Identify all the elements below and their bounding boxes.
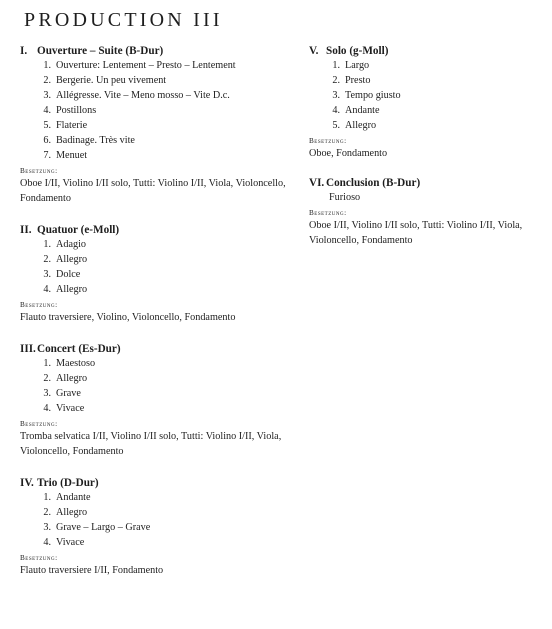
movement-item	[40, 237, 288, 252]
movement-title: Allegro	[345, 120, 377, 131]
movement-number: 4.	[43, 284, 51, 295]
movement-number: 5.	[43, 120, 51, 131]
movement-title: Largo	[345, 60, 370, 71]
movement-item	[329, 103, 545, 118]
movement-item	[40, 252, 288, 267]
work-number: VI.	[309, 177, 325, 189]
movement-title: Bergerie. Un peu vivement	[56, 75, 167, 86]
besetzung-text: Flauto traversiere, Violino, Violoncello, Fondamento	[20, 312, 236, 323]
work-number: IV.	[20, 477, 34, 489]
movement-item	[329, 88, 545, 103]
page-title: PRODUCTION III	[24, 9, 223, 31]
besetzung-label: Besetzung:	[20, 554, 58, 562]
movement-title: Allegro	[56, 373, 88, 384]
movement-item	[40, 73, 288, 88]
movement-item	[329, 58, 545, 73]
work-heading	[20, 342, 288, 356]
movement-number: 1.	[332, 60, 340, 71]
movement-title: Allégresse. Vite – Meno mosso – Vite D.c.	[56, 90, 230, 101]
movement-list	[309, 58, 545, 133]
movement-number: 3.	[43, 90, 51, 101]
besetzung-label: Besetzung:	[20, 420, 58, 428]
movement-item	[329, 118, 545, 133]
movement-list	[20, 237, 288, 297]
movement-title: Adagio	[56, 239, 86, 250]
movement-title: Ouverture: Lentement – Presto – Lentement	[56, 60, 236, 71]
movement-item	[40, 535, 288, 550]
movement-title: Allegro	[56, 254, 88, 265]
movement-title: Tempo giusto	[345, 90, 401, 101]
movement-item	[40, 282, 288, 297]
movement-item	[40, 58, 288, 73]
movement-title: Menuet	[56, 150, 88, 161]
movement-number: 4.	[332, 105, 340, 116]
movement-item	[40, 386, 288, 401]
section-gap	[20, 325, 288, 342]
besetzung-text: Oboe, Fondamento	[309, 148, 388, 159]
work-section	[20, 476, 288, 578]
work-title: Quatuor (e-Moll)	[37, 224, 120, 236]
movement-list	[20, 58, 288, 163]
work-section	[20, 44, 288, 206]
besetzung-label: Besetzung:	[309, 209, 347, 217]
besetzung-text: Oboe I/II, Violino I/II solo, Tutti: Violino I/II, Viola, Violoncello, Fondamento	[20, 178, 286, 204]
work-heading	[20, 476, 288, 490]
movement-title: Badinage. Très vite	[56, 135, 135, 146]
section-gap	[20, 206, 288, 223]
work-section	[309, 176, 545, 248]
left-column	[20, 44, 288, 578]
movement-title: Grave	[56, 388, 81, 399]
movement-number: 2.	[43, 75, 51, 86]
besetzung-text: Oboe I/II, Violino I/II solo, Tutti: Violino I/II, Viola, Violoncello, Fondamento	[309, 220, 523, 246]
movement-item	[40, 148, 288, 163]
movement-title: Andante	[56, 492, 91, 503]
besetzung-label: Besetzung:	[309, 137, 347, 145]
movement-item	[40, 401, 288, 416]
movement-list	[20, 356, 288, 416]
movement-number: 1.	[43, 239, 51, 250]
movement-number: 4.	[43, 403, 51, 414]
movement-title: Vivace	[56, 403, 85, 414]
work-heading	[309, 44, 545, 58]
work-section	[20, 223, 288, 325]
work-number: III.	[20, 343, 36, 355]
work-section	[20, 342, 288, 459]
movement-number: 1.	[43, 358, 51, 369]
movement-item	[40, 490, 288, 505]
work-section	[309, 44, 545, 161]
movement-item	[40, 267, 288, 282]
movement-number: 4.	[43, 105, 51, 116]
movement-item	[40, 103, 288, 118]
movement-title: Allegro	[56, 284, 88, 295]
movement-number: 3.	[43, 269, 51, 280]
movement-number: 1.	[43, 492, 51, 503]
movement-title: Vivace	[56, 537, 85, 548]
work-title: Conclusion (B-Dur)	[326, 177, 421, 189]
work-title: Concert (Es-Dur)	[37, 343, 121, 355]
right-column	[309, 44, 545, 248]
movement-item	[40, 133, 288, 148]
section-gap	[20, 459, 288, 476]
movement-title: Flaterie	[56, 120, 88, 131]
movement-item	[40, 356, 288, 371]
work-heading	[20, 223, 288, 237]
work-heading	[20, 44, 288, 58]
movement-list	[20, 490, 288, 550]
movement-title: Maestoso	[56, 358, 96, 369]
work-title: Ouverture – Suite (B-Dur)	[37, 45, 164, 57]
movement-number: 6.	[43, 135, 51, 146]
work-number: I.	[20, 45, 28, 57]
movement-number: 4.	[43, 537, 51, 548]
movement-title: Presto	[345, 75, 371, 86]
movement-single: Furioso	[329, 192, 361, 203]
section-gap	[309, 161, 545, 176]
movement-title: Allegro	[56, 507, 88, 518]
movement-number: 3.	[43, 522, 51, 533]
movement-number: 2.	[332, 75, 340, 86]
movement-number: 3.	[43, 388, 51, 399]
work-title: Trio (D-Dur)	[37, 477, 99, 489]
work-heading	[309, 176, 545, 190]
movement-number: 7.	[43, 150, 51, 161]
movement-number: 3.	[332, 90, 340, 101]
besetzung-label: Besetzung:	[20, 167, 58, 175]
movement-item	[329, 73, 545, 88]
movement-number: 2.	[43, 373, 51, 384]
besetzung-label: Besetzung:	[20, 301, 58, 309]
movement-item	[40, 371, 288, 386]
work-title: Solo (g-Moll)	[326, 45, 389, 57]
work-number: V.	[309, 45, 319, 57]
movement-number: 5.	[332, 120, 340, 131]
movement-title: Dolce	[56, 269, 81, 280]
movement-title: Andante	[345, 105, 380, 116]
movement-number: 1.	[43, 60, 51, 71]
movement-number: 2.	[43, 507, 51, 518]
movement-title: Postillons	[56, 105, 97, 116]
besetzung-text: Flauto traversiere I/II, Fondamento	[20, 565, 164, 576]
movement-item	[40, 88, 288, 103]
work-number: II.	[20, 224, 32, 236]
movement-item	[40, 520, 288, 535]
movement-item	[40, 118, 288, 133]
movement-item	[40, 505, 288, 520]
movement-title: Grave – Largo – Grave	[56, 522, 151, 533]
movement-number: 2.	[43, 254, 51, 265]
besetzung-text: Tromba selvatica I/II, Violino I/II solo, Tutti: Violino I/II, Viola, Violoncello, Fondamento	[20, 431, 282, 457]
